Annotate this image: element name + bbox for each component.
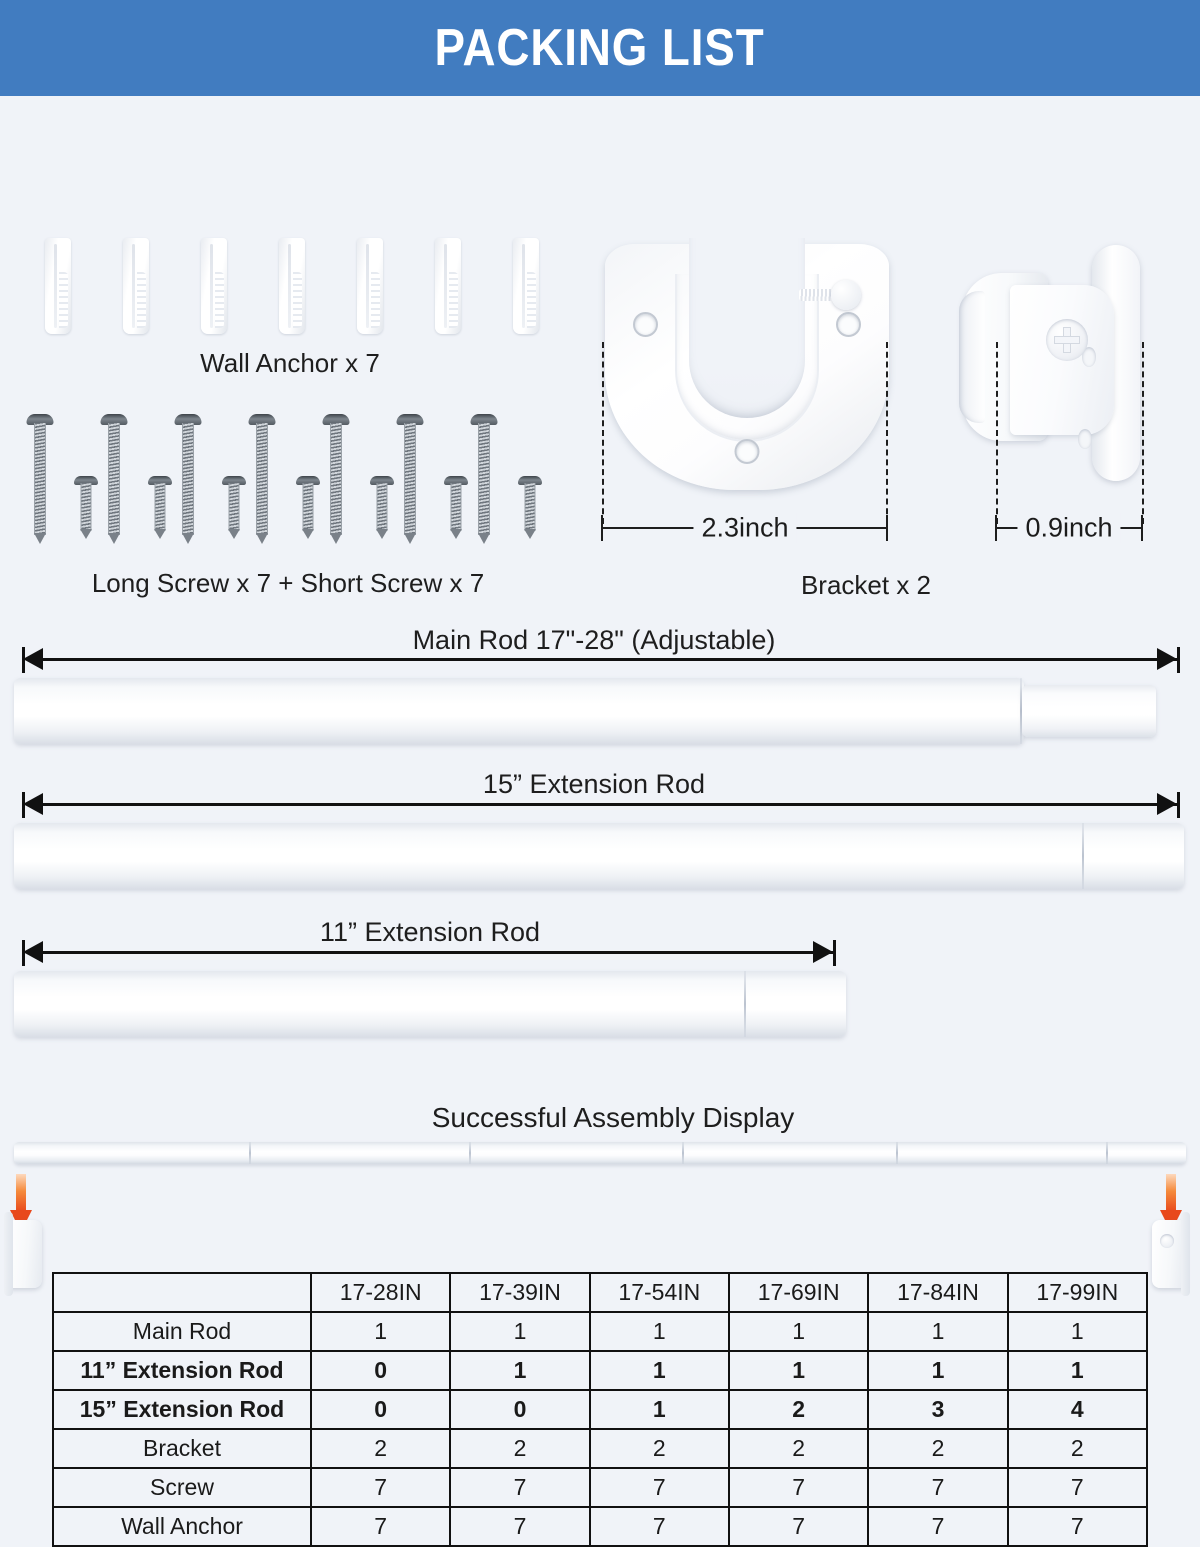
screw-label: Long Screw x 7 + Short Screw x 7 [91, 568, 485, 598]
bracket-thumbscrew-icon [799, 280, 861, 310]
bracket-front-dimension-label: 2.3inch [693, 513, 796, 544]
screw-tip [182, 533, 194, 544]
phillips-screw-icon [1046, 319, 1088, 361]
wall-anchor-group [45, 238, 565, 338]
extension-rod-15-label: 15” Extension Rod [482, 769, 706, 799]
table-cell: 7 [450, 1507, 589, 1546]
table-cell: 7 [311, 1507, 450, 1546]
spec-table [52, 1272, 1148, 1547]
table-row [53, 1351, 1147, 1390]
main-rod-cap-right [1177, 647, 1180, 673]
assembly-rod-joint-5 [1106, 1142, 1108, 1164]
table-cell: 7 [590, 1507, 729, 1546]
assembly-rod-joint-1 [249, 1142, 251, 1164]
table-cell: 7 [729, 1468, 868, 1507]
extension-rod-15-dimension-line [28, 803, 1180, 806]
screw-shaft [256, 423, 268, 535]
extension-rod-11-dimension-line [28, 951, 836, 954]
table-cell: 2 [311, 1429, 450, 1468]
table-cell: 2 [1008, 1429, 1147, 1468]
table-column-header: 17-99IN [1008, 1273, 1147, 1312]
main-rod-telescoping-section [1022, 685, 1156, 737]
table-cell: 2 [729, 1390, 868, 1429]
dimension-guide-side-right [1142, 342, 1144, 524]
screw-shaft [478, 423, 490, 535]
screw-shaft [34, 423, 46, 535]
main-rod-cap-left [22, 647, 25, 673]
extension-rod-11-cap-left [22, 940, 25, 966]
table-cell: 2 [729, 1429, 868, 1468]
assembly-title: Successful Assembly Display [431, 1102, 795, 1133]
table-row-label: Wall Anchor [53, 1507, 311, 1546]
screw-tip [478, 533, 490, 544]
screw-shaft [451, 483, 462, 531]
table-column-header: 17-39IN [450, 1273, 589, 1312]
table-cell: 0 [311, 1351, 450, 1390]
table-cell: 7 [729, 1507, 868, 1546]
table-column-header: 17-84IN [868, 1273, 1007, 1312]
screw-shaft [108, 423, 120, 535]
arrow-stem [16, 1174, 26, 1212]
table-column-header: 17-54IN [590, 1273, 729, 1312]
wall-anchor-label: Wall Anchor x 7 [200, 348, 380, 378]
table-cell: 1 [1008, 1351, 1147, 1390]
table-cell: 1 [868, 1351, 1007, 1390]
table-row-label: 15” Extension Rod [53, 1390, 311, 1429]
table-column-header: 17-28IN [311, 1273, 450, 1312]
arrow-stem [1166, 1174, 1176, 1212]
table-row-label: 11” Extension Rod [53, 1351, 311, 1390]
dimension-guide-side-left [996, 342, 998, 524]
screw-tip [404, 533, 416, 544]
bracket-screw-hole-bottom [735, 439, 760, 464]
extension-rod-15-cap-right [1177, 792, 1180, 818]
main-rod-dimension-line [28, 658, 1180, 661]
extension-rod-15-body [14, 823, 1184, 889]
table-cell: 7 [311, 1468, 450, 1507]
bracket-side-dimension-label: 0.9inch [1017, 513, 1120, 544]
extension-rod-11-cap-right [833, 940, 836, 966]
dimension-tick-side-right [1141, 515, 1143, 541]
screw-group [38, 414, 568, 542]
table-row [53, 1429, 1147, 1468]
screw-tip [330, 533, 342, 544]
extension-rod-15-seam [1082, 823, 1084, 889]
page-header [0, 0, 1200, 96]
table-cell: 4 [1008, 1390, 1147, 1429]
screw-shaft [81, 483, 92, 531]
table-cell: 2 [450, 1429, 589, 1468]
table-cell: 7 [1008, 1507, 1147, 1546]
dimension-guide-right [886, 342, 888, 524]
thumbscrew-knob [831, 280, 861, 310]
bracket-front-icon [605, 244, 889, 490]
extension-rod-15-arrow-left [23, 793, 43, 815]
main-rod-arrow-left [23, 648, 43, 670]
table-cell: 7 [868, 1507, 1007, 1546]
wall-anchor-icon [123, 238, 149, 334]
screw-tip [450, 529, 462, 539]
table-cell: 7 [450, 1468, 589, 1507]
extension-rod-11-label: 11” Extension Rod [319, 917, 541, 947]
screw-shaft [155, 483, 166, 531]
table-cell: 0 [311, 1390, 450, 1429]
assembly-rod-joint-3 [682, 1142, 684, 1164]
table-cell: 1 [729, 1351, 868, 1390]
main-rod-body [14, 678, 1024, 744]
packing-list-sheet [0, 96, 1200, 1539]
bracket-screw-hole-left [633, 312, 658, 337]
assembly-rod [14, 1142, 1186, 1164]
dimension-tick-left [601, 515, 603, 541]
screw-tip [524, 529, 536, 539]
screw-tip [376, 529, 388, 539]
table-row-label: Main Rod [53, 1312, 311, 1351]
table-cell: 2 [868, 1429, 1007, 1468]
wall-anchor-icon [45, 238, 71, 334]
wall-anchor-icon [513, 238, 539, 334]
main-rod-label: Main Rod 17"-28" (Adjustable) [412, 625, 776, 655]
bracket-u-slot [689, 238, 805, 418]
extension-rod-11-arrow-right [813, 941, 833, 963]
phillips-cross-horizontal [1054, 336, 1080, 344]
screw-tip [228, 529, 240, 539]
extension-rod-11-seam [744, 971, 746, 1037]
table-row [53, 1507, 1147, 1546]
screw-shaft [525, 483, 536, 531]
screw-tip [80, 529, 92, 539]
wall-anchor-icon [357, 238, 383, 334]
table-row [53, 1312, 1147, 1351]
table-cell: 3 [868, 1390, 1007, 1429]
table-row-label: Screw [53, 1468, 311, 1507]
table-cell: 1 [590, 1390, 729, 1429]
table-cell: 1 [450, 1312, 589, 1351]
table-row [53, 1390, 1147, 1429]
table-cell: 0 [450, 1390, 589, 1429]
extension-rod-15-arrow-right [1157, 793, 1177, 815]
table-cell: 2 [590, 1429, 729, 1468]
assembly-end-bracket-right [1152, 1220, 1186, 1288]
table-cell: 1 [1008, 1312, 1147, 1351]
screw-shaft [377, 483, 388, 531]
extension-rod-15-cap-left [22, 792, 25, 818]
bracket-screw-hole-right [836, 312, 861, 337]
table-cell: 7 [590, 1468, 729, 1507]
dimension-guide-left [602, 342, 604, 524]
bracket-label: Bracket x 2 [800, 570, 932, 600]
screw-shaft [182, 423, 194, 535]
screw-shaft [303, 483, 314, 531]
wall-anchor-icon [279, 238, 305, 334]
end-bracket-lip [4, 1212, 13, 1296]
table-cell: 1 [590, 1351, 729, 1390]
screw-shaft [330, 423, 342, 535]
table-cell: 7 [868, 1468, 1007, 1507]
thumbscrew-thread [799, 289, 833, 301]
assembly-rod-joint-4 [896, 1142, 898, 1164]
table-cell: 1 [311, 1312, 450, 1351]
table-corner-cell [53, 1273, 311, 1312]
screw-tip [302, 529, 314, 539]
page-title: PACKING LIST [434, 19, 766, 77]
extension-rod-11-arrow-left [23, 941, 43, 963]
screw-shaft [404, 423, 416, 535]
table-row-label: Bracket [53, 1429, 311, 1468]
extension-rod-11-body [14, 971, 846, 1037]
screw-tip [256, 533, 268, 544]
table-header-row [53, 1273, 1147, 1312]
table-cell: 1 [590, 1312, 729, 1351]
wall-anchor-icon [201, 238, 227, 334]
table-cell: 1 [868, 1312, 1007, 1351]
end-bracket-screw-hole [1160, 1234, 1174, 1248]
wall-anchor-icon [435, 238, 461, 334]
assembly-end-bracket-left [8, 1220, 42, 1288]
dimension-tick-right [886, 515, 888, 541]
table-cell: 1 [450, 1351, 589, 1390]
screw-shaft [229, 483, 240, 531]
dimension-tick-side-left [995, 515, 997, 541]
end-bracket-lip [1181, 1212, 1190, 1296]
table-row [53, 1468, 1147, 1507]
assembly-rod-joint-2 [469, 1142, 471, 1164]
bracket-side-hole-lower [1078, 429, 1092, 449]
screw-tip [34, 533, 46, 544]
bracket-side-icon [958, 239, 1148, 493]
screw-tip [154, 529, 166, 539]
screw-tip [108, 533, 120, 544]
main-rod-arrow-right [1157, 648, 1177, 670]
table-cell: 7 [1008, 1468, 1147, 1507]
table-column-header: 17-69IN [729, 1273, 868, 1312]
table-cell: 1 [729, 1312, 868, 1351]
